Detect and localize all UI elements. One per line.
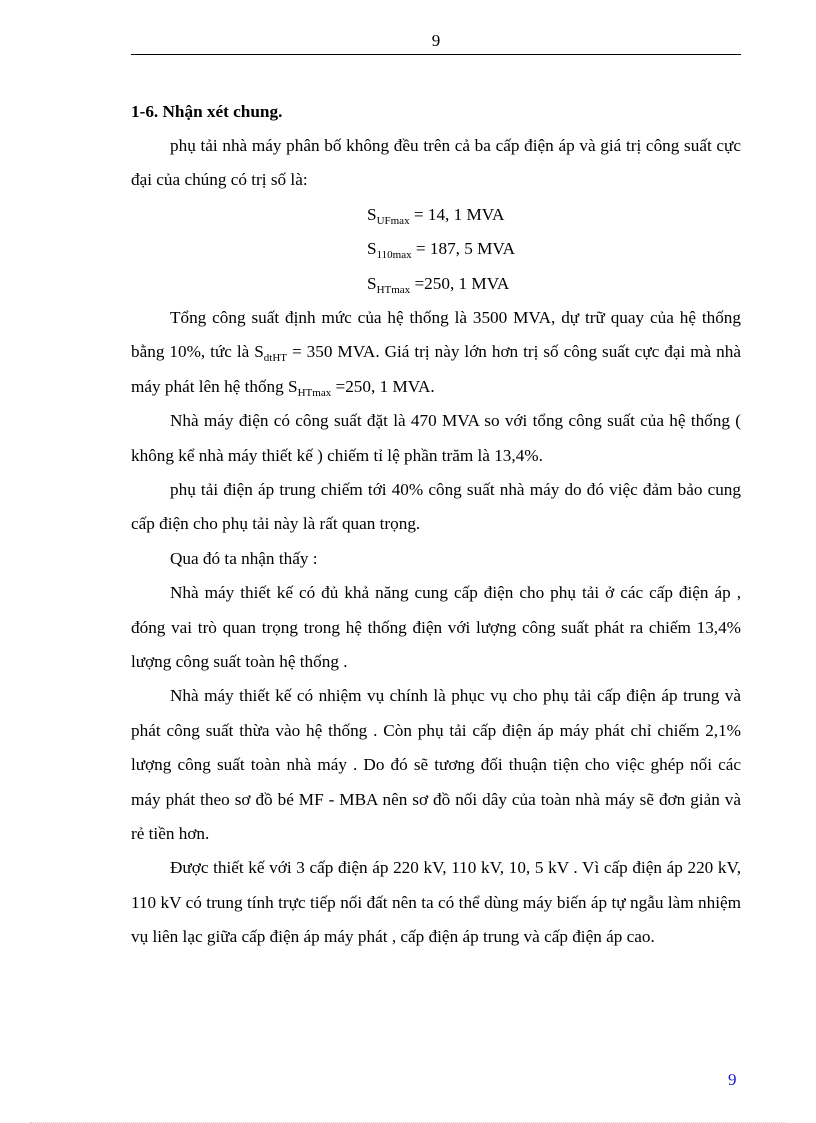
paragraph-installed-capacity: Nhà máy điện có công suất đặt là 470 MVA so với tổng công suất của hệ thống ( không kể nhà máy thiết kế ) chiếm tỉ lệ phần trăm là 13,4%.	[131, 411, 741, 465]
subscript-dtht: dtHT	[263, 352, 288, 365]
paragraph-medium-voltage-load: phụ tải điện áp trung chiếm tới 40% công suất nhà máy do đó việc đảm bảo cung cấp điện cho phụ tải này là rất quan trọng.	[131, 480, 741, 534]
paragraph-text: = 350 MVA. Giá trị này lớn hơn trị số công suất cực đại mà nhà máy phát lên hệ thống S	[131, 342, 741, 396]
formula-symbol: S	[367, 239, 377, 259]
formula-s-ufmax	[367, 198, 741, 232]
formula-symbol: S	[367, 204, 377, 224]
paragraph-main-task: Nhà máy thiết kế có nhiệm vụ chính là phục vụ cho phụ tải cấp điện áp trung và phát công suất thừa vào hệ thống . Còn phụ tải cấp điện áp máy phát chỉ chiếm 2,1% lượng công suất toàn nhà máy . Do đó sẽ tương đối thuận tiện cho việc ghép nối các máy phát theo sơ đồ bé MF - MBA nên sơ đồ nối dây của toàn nhà máy sẽ đơn giản và rẻ tiền hơn.	[131, 686, 741, 844]
intro-paragraph: phụ tải nhà máy phân bố không đều trên cả ba cấp điện áp và giá trị công suất cực đại của chúng có trị số là:	[131, 136, 741, 190]
paragraph-observation-intro: Qua đó ta nhận thấy :	[170, 548, 318, 568]
section-heading: 1-6. Nhận xét chung.	[131, 102, 283, 121]
formula-value: = 14, 1 MVA	[409, 204, 505, 224]
document-body	[131, 95, 741, 955]
paragraph-system-capacity	[131, 301, 741, 404]
formula-subscript: 110max	[376, 249, 412, 262]
formula-subscript: HTmax	[376, 283, 411, 296]
formula-symbol: S	[367, 273, 377, 293]
header-rule	[131, 54, 741, 55]
header-page-number: 9	[431, 31, 441, 50]
formula-s-110max	[367, 232, 741, 266]
paragraph-text: Tổng công suất định mức của hệ thống là 3500 MVA, dự trữ quay của hệ thống bằng 10%, tức là S	[131, 307, 741, 362]
paragraph-text: =250, 1 MVA.	[331, 376, 435, 396]
formula-value: =250, 1 MVA	[410, 273, 510, 293]
formula-s-htmax	[367, 267, 741, 301]
formula-block	[131, 198, 741, 301]
formula-subscript: UFmax	[376, 214, 410, 227]
footer-page-number: 9	[728, 1070, 737, 1089]
formula-value: = 187, 5 MVA	[411, 239, 516, 259]
paragraph-supply-capability: Nhà máy thiết kế có đủ khả năng cung cấp điện cho phụ tải ở các cấp điện áp , đóng vai trò quan trọng trong hệ thống điện với lượng công suất phát ra chiếm 13,4% lượng công suất toàn hệ thống .	[131, 583, 741, 672]
paragraph-voltage-levels: Được thiết kế với 3 cấp điện áp 220 kV, 110 kV, 10, 5 kV . Vì cấp điện áp 220 kV, 110 kV có trung tính trực tiếp nối đất nên ta có thể dùng máy biến áp tự ngẫu làm nhiệm vụ liên lạc giữa cấp điện áp máy phát , cấp điện áp trung và cấp điện áp cao.	[131, 858, 741, 947]
subscript-htmax: HTmax	[297, 386, 332, 399]
